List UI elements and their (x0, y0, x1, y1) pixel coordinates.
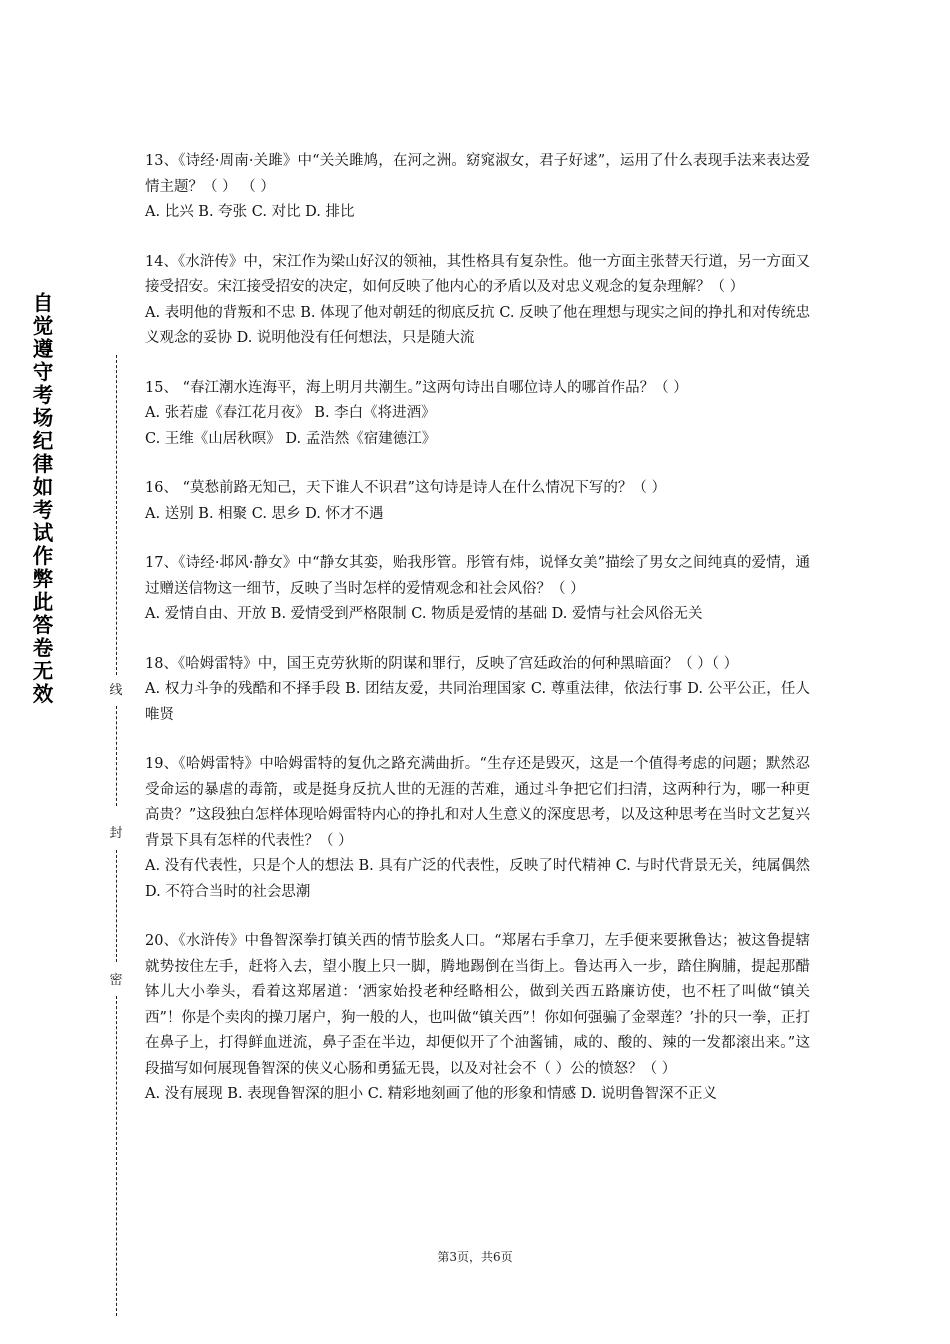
question-options: A. 没有代表性，只是个人的想法 B. 具有广泛的代表性，反映了时代精神 C. 与时代背景无关，纯属偶然 D. 不符合当时的社会思潮 (145, 858, 810, 900)
question-stem: 14、《水浒传》中，宋江作为梁山好汉的领袖，其性格具有复杂性。他一方面主张替天行道，另一方面又接受招安。宋江接受招安的决定，如何反映了他内心的矛盾以及对忠义观念的复杂理解？（ ） (145, 253, 810, 295)
question-stem: 20、《水浒传》中鲁智深拳打镇关西的情节脍炙人口。“郑屠右手拿刀，左手便来要揪鲁达；被这鲁提辖就势按住左手，赶将入去，望小腹上只一脚，腾地踢倒在当街上。鲁达再入一步，踏住胸脯，提起那醋钵儿大小拳头，看着这郑屠道：‘洒家始投老种经略相公，做到关西五路廉访使，也不枉了叫做“镇关西”！你是个卖肉的操刀屠户，狗一般的人，也叫做“镇关西”！你如何强骗了金翠莲？’扑的只一拳，正打在鼻子上，打得鲜血迸流，鼻子歪在半边，却便似开了个油酱铺，咸的、酸的、辣的一发都滚出来。”这段描写如何展现鲁智深的侠义心肠和勇猛无畏，以及对社会不（ ）公的愤怒？（ ） (145, 933, 810, 1077)
question-list (145, 149, 810, 1132)
question-14 (145, 250, 810, 352)
question-stem: 18、《哈姆雷特》中，国王克劳狄斯的阴谋和罪行，反映了宫廷政治的何种黑暗面？（ ）（ ） (145, 655, 739, 672)
question-17 (145, 551, 810, 628)
question-stem: 13、《诗经·周南·关雎》中“关关雎鸠，在河之洲。窈窕淑女，君子好逑”，运用了什么表现手法来表达爱情主题？（ ） （ ） (145, 153, 810, 195)
question-13 (145, 149, 810, 226)
question-options: A. 送别 B. 相聚 C. 思乡 D. 怀才不遇 (145, 505, 384, 522)
question-18 (145, 652, 810, 729)
seal-mark-seal: 封 (104, 826, 128, 842)
question-options: A. 权力斗争的残酷和不择手段 B. 团结友爱，共同治理国家 C. 尊重法律，依法行事 D. 公平公正，任人唯贤 (145, 681, 810, 723)
question-stem: 19、《哈姆雷特》中哈姆雷特的复仇之路充满曲折。“生存还是毁灭，这是一个值得考虑的问题；默然忍受命运的暴虐的毒箭，或是挺身反抗人世的无涯的苦难，通过斗争把它们扫清，这两种行为，哪一种更高贵？”这段独白怎样体现哈姆雷特内心的挣扎和对人生意义的深度思考，以及这种思考在当时文艺复兴背景下具有怎样的代表性？（ ） (145, 756, 810, 849)
seal-line-segment (116, 706, 117, 806)
question-19 (145, 752, 810, 905)
question-20 (145, 929, 810, 1108)
seal-line-segment (116, 850, 117, 962)
question-options: A. 表明他的背叛和不忠 B. 体现了他对朝廷的彻底反抗 C. 反映了他在理想与现实之间的挣扎和对传统忠义观念的妥协 D. 说明他没有任何想法，只是随大流 (145, 304, 810, 346)
seal-mark-secret: 密 (104, 973, 128, 989)
question-options: A. 爱情自由、开放 B. 爱情受到严格限制 C. 物质是爱情的基础 D. 爱情与社会风俗无关 (145, 606, 703, 622)
seal-mark-line: 线 (104, 683, 128, 699)
seal-line-segment (116, 355, 117, 675)
question-options: A. 张若虚《春江花月夜》 B. 李白《将进酒》 (145, 405, 436, 421)
question-stem: 15、 “春江潮水连海平，海上明月共潮生。”这两句诗出自哪位诗人的哪首作品？（ ） (145, 379, 688, 396)
page-number: 第3页，共6页 (437, 1250, 513, 1264)
question-16 (145, 476, 810, 527)
exam-discipline-notice: 自觉遵守考场纪律如考试作弊此答卷无效 (32, 291, 54, 706)
question-15 (145, 376, 810, 453)
question-stem: 16、 “莫愁前路无知己，天下谁人不识君”这句诗是诗人在什么情况下写的？（ ） (145, 480, 666, 496)
seal-line-segment (116, 996, 117, 1316)
question-options: A. 没有展现 B. 表现鲁智深的胆小 C. 精彩地刻画了他的形象和情感 D. 说明鲁智深不正义 (145, 1086, 718, 1102)
question-options: A. 比兴 B. 夸张 C. 对比 D. 排比 (145, 204, 355, 220)
question-options: C. 王维《山居秋暝》 D. 孟浩然《宿建德江》 (145, 430, 437, 447)
question-stem: 17、《诗经·邶风·静女》中“静女其娈，贻我彤管。彤管有炜，说怿女美”描绘了男女之间纯真的爱情，通过赠送信物这一细节，反映了当时怎样的爱情观念和社会风俗？（ ） (145, 555, 810, 597)
